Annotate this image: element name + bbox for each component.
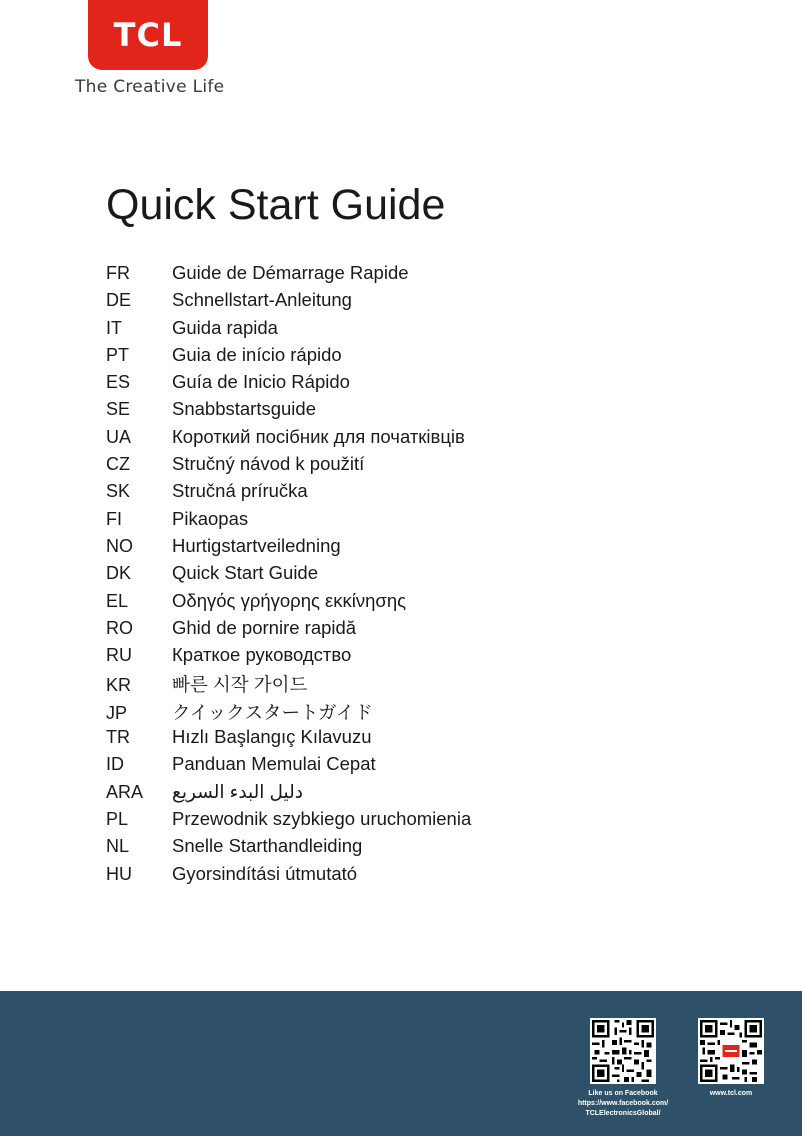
- language-code: JP: [106, 702, 128, 723]
- language-row: [106, 644, 746, 671]
- language-code: RU: [106, 645, 132, 666]
- language-row: [106, 508, 746, 535]
- language-row: [106, 781, 746, 808]
- language-title: Stručná príručka: [172, 480, 308, 502]
- language-title: Οδηγός γρήγορης εκκίνησης: [172, 589, 407, 611]
- language-code: DE: [106, 290, 132, 311]
- language-title: Краткое руководство: [172, 644, 352, 666]
- language-row: [106, 426, 746, 453]
- language-row: [106, 753, 746, 780]
- language-title: Panduan Memulai Cepat: [172, 753, 376, 775]
- language-code: DK: [106, 563, 132, 584]
- language-title: Pikaopas: [172, 507, 249, 529]
- facebook-url-line: TCLElectronicsGlobal/: [585, 1110, 661, 1117]
- website-link[interactable]: www.tcl.com: [709, 1090, 753, 1097]
- language-code: TR: [106, 727, 130, 748]
- language-row: [106, 562, 746, 589]
- language-row: [106, 289, 746, 316]
- language-code: FR: [106, 263, 130, 283]
- language-code: RO: [106, 617, 133, 638]
- language-code: ID: [106, 754, 124, 775]
- language-row: [106, 535, 746, 562]
- language-code: PT: [106, 344, 130, 365]
- language-title: Przewodnik szybkiego uruchomienia: [172, 807, 472, 829]
- language-title: Snabbstartsguide: [172, 398, 316, 420]
- facebook-qr-code-icon[interactable]: [590, 1018, 656, 1084]
- language-title: Guía de Inicio Rápido: [172, 371, 350, 393]
- language-title: Snelle Starthandleiding: [172, 835, 363, 857]
- language-title: Gyorsindítási útmutató: [172, 862, 358, 884]
- language-row: [106, 863, 746, 890]
- language-code: NL: [106, 836, 130, 857]
- language-row: [106, 453, 746, 480]
- brand-tagline: The Creative Life: [75, 77, 225, 97]
- language-title: 빠른 시작 가이드: [172, 674, 308, 696]
- website-qr-code-icon[interactable]: [698, 1018, 764, 1084]
- language-row: [106, 617, 746, 644]
- language-title: دليل البدء السريع: [172, 780, 303, 802]
- language-code: FI: [106, 508, 122, 529]
- language-title: Короткий посібник для початківців: [172, 425, 465, 447]
- language-title: Guia de início rápido: [172, 343, 342, 365]
- language-row: [106, 371, 746, 398]
- language-row: [106, 699, 746, 726]
- language-title: Guide de Démarrage Rapide: [172, 262, 409, 283]
- tcl-logo: [88, 0, 208, 70]
- language-row: [106, 590, 746, 617]
- language-code: SE: [106, 399, 131, 420]
- facebook-caption-line: Like us on Facebook: [588, 1090, 658, 1097]
- facebook-url-line: https://www.facebook.com/: [577, 1100, 669, 1107]
- language-title: Stručný návod k použití: [172, 453, 365, 475]
- language-list: [106, 262, 746, 890]
- language-row: [106, 808, 746, 835]
- language-title: クイックスタートガイド: [172, 701, 373, 723]
- language-code: CZ: [106, 454, 130, 475]
- logo-text: TCL: [113, 16, 183, 54]
- language-code: PL: [106, 808, 129, 829]
- language-code: NO: [106, 535, 133, 556]
- page-title: Quick Start Guide: [106, 181, 446, 229]
- language-code: SK: [106, 481, 131, 502]
- language-title: Hızlı Başlangıç Kılavuzu: [172, 726, 372, 748]
- language-title: Quick Start Guide: [172, 562, 319, 584]
- language-row: [106, 317, 746, 344]
- footer-band: [0, 991, 802, 1136]
- language-row: [106, 344, 746, 371]
- language-title: Schnellstart-Anleitung: [172, 289, 352, 311]
- language-code: HU: [106, 863, 132, 884]
- language-row: [106, 671, 746, 698]
- language-row: [106, 262, 746, 289]
- language-code: IT: [106, 317, 122, 338]
- language-title: Guida rapida: [172, 316, 278, 338]
- facebook-caption[interactable]: [566, 1089, 680, 1119]
- language-code: KR: [106, 675, 132, 696]
- language-title: Ghid de pornire rapidă: [172, 616, 357, 638]
- language-code: ARA: [106, 781, 144, 802]
- language-row: [106, 835, 746, 862]
- language-row: [106, 726, 746, 753]
- language-code: UA: [106, 426, 132, 447]
- language-row: [106, 480, 746, 507]
- language-code: EL: [106, 590, 129, 611]
- language-code: ES: [106, 372, 131, 393]
- language-row: [106, 398, 746, 425]
- language-title: Hurtigstartveiledning: [172, 534, 341, 556]
